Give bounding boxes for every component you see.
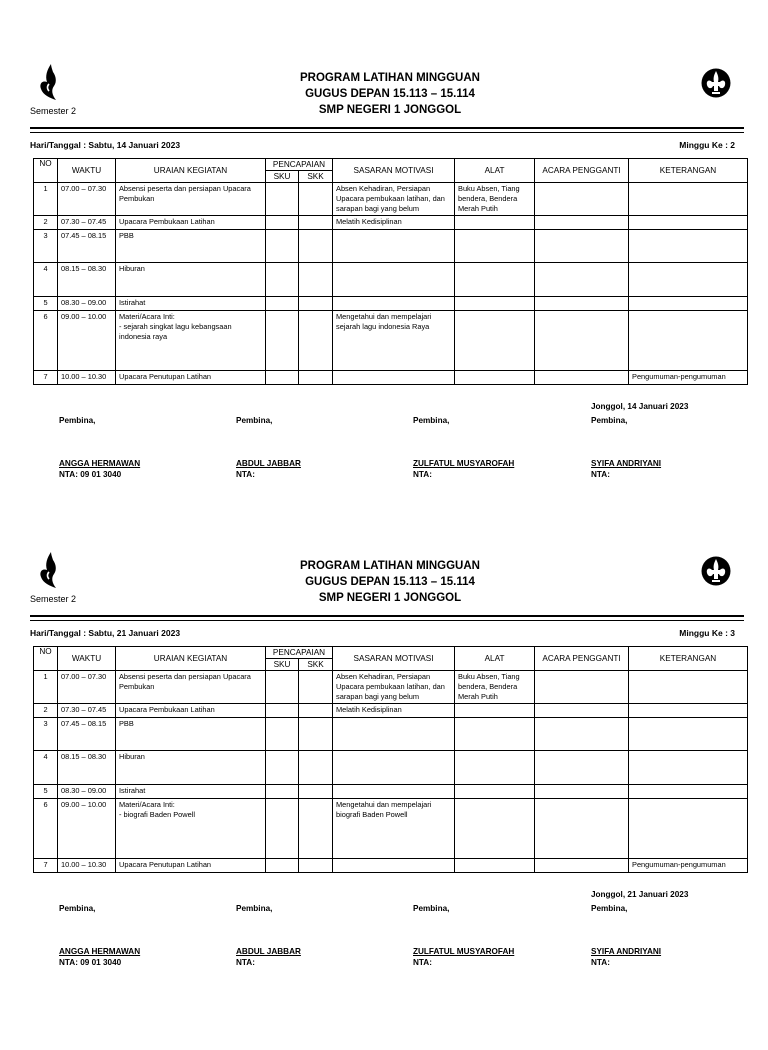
- cell-ket: Pengumuman-pengumuman: [629, 859, 748, 873]
- cell-skk: [299, 859, 333, 873]
- col-header-no: NO: [34, 647, 58, 671]
- schedule-table: [33, 646, 748, 873]
- table-row: [34, 297, 748, 311]
- cell-uraian: Istirahat: [116, 785, 266, 799]
- cell-alat: Buku Absen, Tiang bendera, Bendera Merah Putih: [455, 183, 535, 216]
- signer-role: Pembina,: [591, 904, 628, 913]
- cell-waktu: 07.45 – 08.15: [58, 230, 116, 263]
- cell-sasaran: Absen Kehadiran, Persiapan Upacara pembukaan latihan, dan sarapan bagi yang belum: [333, 671, 455, 704]
- cell-waktu: 07.30 – 07.45: [58, 216, 116, 230]
- cell-ket: [629, 230, 748, 263]
- cell-uraian: Upacara Pembukaan Latihan: [116, 216, 266, 230]
- place-date: Jonggol, 14 Januari 2023: [591, 402, 689, 411]
- cell-sku: [266, 785, 299, 799]
- signature-block: [236, 903, 301, 968]
- cell-acara: [535, 859, 629, 873]
- week-label: Minggu Ke : 2: [679, 140, 735, 150]
- cell-waktu: 09.00 – 10.00: [58, 311, 116, 371]
- cell-no: 5: [34, 785, 58, 799]
- table-row: [34, 799, 748, 859]
- signer-role: Pembina,: [236, 416, 273, 425]
- title-line: PROGRAM LATIHAN MINGGUAN: [300, 72, 480, 84]
- col-header-pencapaian: PENCAPAIAN: [266, 647, 333, 659]
- signer-role: Pembina,: [591, 416, 628, 425]
- cell-sku: [266, 263, 299, 297]
- signer-nta: NTA: 09 01 3040: [59, 470, 122, 479]
- cell-sku: [266, 230, 299, 263]
- signature-block: [591, 903, 661, 968]
- cell-sasaran: [333, 230, 455, 263]
- cell-acara: [535, 718, 629, 751]
- header-rule: [30, 127, 744, 129]
- cell-uraian: PBB: [116, 718, 266, 751]
- scout-emblem-icon: [700, 65, 732, 101]
- cell-acara: [535, 263, 629, 297]
- cell-waktu: 08.15 – 08.30: [58, 263, 116, 297]
- cell-ket: [629, 183, 748, 216]
- cell-sku: [266, 216, 299, 230]
- cell-sku: [266, 704, 299, 718]
- scout-emblem-icon: [700, 553, 732, 589]
- signature-block: [236, 415, 301, 480]
- week-label: Minggu Ke : 3: [679, 628, 735, 638]
- semester-label: Semester 2: [30, 594, 77, 604]
- header-rule: [30, 615, 744, 617]
- cell-skk: [299, 704, 333, 718]
- cell-sku: [266, 859, 299, 873]
- cell-sasaran: [333, 263, 455, 297]
- col-header-pencapaian: PENCAPAIAN: [266, 159, 333, 171]
- place-date: Jonggol, 21 Januari 2023: [591, 890, 689, 899]
- signer-role: Pembina,: [59, 904, 96, 913]
- cell-ket: [629, 671, 748, 704]
- signer-name: ZULFATUL MUSYAROFAH: [413, 459, 515, 468]
- tunas-kelapa-logo-icon: [34, 550, 64, 590]
- cell-sku: [266, 311, 299, 371]
- cell-alat: [455, 371, 535, 385]
- cell-uraian: Upacara Pembukaan Latihan: [116, 704, 266, 718]
- cell-uraian: Upacara Penutupan Latihan: [116, 371, 266, 385]
- table-row: [34, 859, 748, 873]
- cell-waktu: 09.00 – 10.00: [58, 799, 116, 859]
- cell-sku: [266, 799, 299, 859]
- cell-alat: [455, 704, 535, 718]
- cell-waktu: 07.00 – 07.30: [58, 183, 116, 216]
- cell-waktu: 10.00 – 10.30: [58, 859, 116, 873]
- cell-acara: [535, 785, 629, 799]
- signer-role: Pembina,: [236, 904, 273, 913]
- cell-skk: [299, 371, 333, 385]
- document-title: [190, 558, 590, 606]
- cell-sasaran: Melatih Kedisiplinan: [333, 704, 455, 718]
- date-label: Hari/Tanggal : Sabtu, 21 Januari 2023: [30, 628, 181, 638]
- cell-skk: [299, 671, 333, 704]
- header-rule-thin: [30, 132, 744, 133]
- cell-uraian: Absensi peserta dan persiapan Upacara Pembukan: [116, 671, 266, 704]
- signer-name: ZULFATUL MUSYAROFAH: [413, 947, 515, 956]
- cell-ket: [629, 718, 748, 751]
- cell-acara: [535, 704, 629, 718]
- cell-sku: [266, 718, 299, 751]
- cell-skk: [299, 718, 333, 751]
- signer-name: ANGGA HERMAWAN: [59, 947, 141, 956]
- cell-no: 1: [34, 671, 58, 704]
- cell-ket: [629, 704, 748, 718]
- signature-block: [591, 415, 661, 480]
- cell-skk: [299, 751, 333, 785]
- cell-acara: [535, 297, 629, 311]
- cell-acara: [535, 311, 629, 371]
- cell-acara: [535, 751, 629, 785]
- cell-no: 6: [34, 311, 58, 371]
- semester-label: Semester 2: [30, 106, 77, 116]
- cell-waktu: 08.30 – 09.00: [58, 785, 116, 799]
- cell-ket: [629, 799, 748, 859]
- signature-block: [413, 415, 514, 480]
- cell-sasaran: Mengetahui dan mempelajari sejarah lagu indonesia Raya: [333, 311, 455, 371]
- table-row: [34, 371, 748, 385]
- cell-uraian: Hiburan: [116, 263, 266, 297]
- table-row: [34, 216, 748, 230]
- cell-uraian: Materi/Acara Inti: - biografi Baden Powell: [116, 799, 266, 859]
- cell-waktu: 10.00 – 10.30: [58, 371, 116, 385]
- cell-no: 2: [34, 216, 58, 230]
- table-row: [34, 671, 748, 704]
- cell-sasaran: [333, 718, 455, 751]
- cell-alat: [455, 785, 535, 799]
- signer-role: Pembina,: [413, 416, 450, 425]
- cell-alat: [455, 799, 535, 859]
- col-header-skk: SKK: [299, 171, 333, 183]
- cell-alat: [455, 311, 535, 371]
- cell-uraian: Hiburan: [116, 751, 266, 785]
- signature-block: [413, 903, 514, 968]
- cell-sasaran: Melatih Kedisiplinan: [333, 216, 455, 230]
- header-rule-thin: [30, 620, 744, 621]
- cell-sku: [266, 183, 299, 216]
- signer-name: ANGGA HERMAWAN: [59, 459, 141, 468]
- cell-uraian: PBB: [116, 230, 266, 263]
- cell-sasaran: [333, 297, 455, 311]
- col-header-skk: SKK: [299, 659, 333, 671]
- col-header-no: NO: [34, 159, 58, 183]
- col-header-waktu: WAKTU: [58, 159, 116, 183]
- cell-sasaran: [333, 785, 455, 799]
- title-line: PROGRAM LATIHAN MINGGUAN: [300, 560, 480, 572]
- cell-no: 2: [34, 704, 58, 718]
- col-header-alat: ALAT: [455, 647, 535, 671]
- cell-alat: [455, 230, 535, 263]
- title-line: GUGUS DEPAN 15.113 – 15.114: [305, 576, 475, 588]
- cell-waktu: 08.30 – 09.00: [58, 297, 116, 311]
- cell-no: 7: [34, 859, 58, 873]
- cell-alat: [455, 751, 535, 785]
- cell-no: 4: [34, 263, 58, 297]
- cell-skk: [299, 216, 333, 230]
- col-header-uraian: URAIAN KEGIATAN: [116, 159, 266, 183]
- cell-sasaran: [333, 751, 455, 785]
- cell-no: 3: [34, 230, 58, 263]
- cell-skk: [299, 263, 333, 297]
- table-row: [34, 718, 748, 751]
- cell-acara: [535, 216, 629, 230]
- cell-acara: [535, 230, 629, 263]
- cell-no: 6: [34, 799, 58, 859]
- cell-skk: [299, 183, 333, 216]
- table-row: [34, 311, 748, 371]
- cell-acara: [535, 183, 629, 216]
- cell-no: 5: [34, 297, 58, 311]
- cell-alat: [455, 718, 535, 751]
- table-row: [34, 183, 748, 216]
- col-header-sku: SKU: [266, 171, 299, 183]
- signature-block: [59, 903, 140, 968]
- cell-acara: [535, 371, 629, 385]
- cell-ket: [629, 785, 748, 799]
- signer-nta: NTA:: [413, 470, 432, 479]
- col-header-uraian: URAIAN KEGIATAN: [116, 647, 266, 671]
- cell-acara: [535, 671, 629, 704]
- col-header-alat: ALAT: [455, 159, 535, 183]
- schedule-table: [33, 158, 748, 385]
- weekly-program-page: [0, 550, 768, 1050]
- cell-alat: Buku Absen, Tiang bendera, Bendera Merah Putih: [455, 671, 535, 704]
- signer-name: ABDUL JABBAR: [236, 459, 301, 468]
- signer-nta: NTA:: [591, 958, 610, 967]
- cell-no: 4: [34, 751, 58, 785]
- table-row: [34, 785, 748, 799]
- cell-sasaran: Mengetahui dan mempelajari biografi Baden Powell: [333, 799, 455, 859]
- cell-sku: [266, 751, 299, 785]
- signer-nta: NTA:: [236, 470, 255, 479]
- cell-sasaran: Absen Kehadiran, Persiapan Upacara pembukaan latihan, dan sarapan bagi yang belum: [333, 183, 455, 216]
- cell-ket: [629, 751, 748, 785]
- cell-alat: [455, 859, 535, 873]
- cell-skk: [299, 230, 333, 263]
- cell-no: 3: [34, 718, 58, 751]
- cell-skk: [299, 311, 333, 371]
- signer-role: Pembina,: [59, 416, 96, 425]
- table-row: [34, 263, 748, 297]
- col-header-acara: ACARA PENGGANTI: [535, 647, 629, 671]
- cell-no: 1: [34, 183, 58, 216]
- cell-waktu: 07.30 – 07.45: [58, 704, 116, 718]
- cell-no: 7: [34, 371, 58, 385]
- cell-sasaran: [333, 371, 455, 385]
- signer-nta: NTA:: [236, 958, 255, 967]
- cell-ket: [629, 263, 748, 297]
- cell-uraian: Upacara Penutupan Latihan: [116, 859, 266, 873]
- col-header-acara: ACARA PENGGANTI: [535, 159, 629, 183]
- cell-waktu: 08.15 – 08.30: [58, 751, 116, 785]
- signature-block: [59, 415, 140, 480]
- signer-nta: NTA:: [591, 470, 610, 479]
- cell-ket: [629, 297, 748, 311]
- cell-waktu: 07.00 – 07.30: [58, 671, 116, 704]
- table-row: [34, 704, 748, 718]
- signer-role: Pembina,: [413, 904, 450, 913]
- signer-nta: NTA: 09 01 3040: [59, 958, 122, 967]
- table-row: [34, 751, 748, 785]
- cell-sasaran: [333, 859, 455, 873]
- cell-sku: [266, 371, 299, 385]
- tunas-kelapa-logo-icon: [34, 62, 64, 102]
- cell-skk: [299, 297, 333, 311]
- cell-ket: Pengumuman-pengumuman: [629, 371, 748, 385]
- signer-name: SYIFA ANDRIYANI: [591, 459, 662, 468]
- cell-ket: [629, 216, 748, 230]
- signer-nta: NTA:: [413, 958, 432, 967]
- col-header-keterangan: KETERANGAN: [629, 647, 748, 671]
- col-header-sasaran: SASARAN MOTIVASI: [333, 159, 455, 183]
- weekly-program-page: [0, 62, 768, 562]
- document-title: [190, 70, 590, 118]
- cell-waktu: 07.45 – 08.15: [58, 718, 116, 751]
- col-header-sasaran: SASARAN MOTIVASI: [333, 647, 455, 671]
- date-label: Hari/Tanggal : Sabtu, 14 Januari 2023: [30, 140, 181, 150]
- cell-ket: [629, 311, 748, 371]
- signer-name: SYIFA ANDRIYANI: [591, 947, 662, 956]
- col-header-sku: SKU: [266, 659, 299, 671]
- col-header-waktu: WAKTU: [58, 647, 116, 671]
- cell-alat: [455, 263, 535, 297]
- cell-alat: [455, 297, 535, 311]
- col-header-keterangan: KETERANGAN: [629, 159, 748, 183]
- signer-name: ABDUL JABBAR: [236, 947, 301, 956]
- title-line: GUGUS DEPAN 15.113 – 15.114: [305, 88, 475, 100]
- cell-skk: [299, 785, 333, 799]
- cell-sku: [266, 297, 299, 311]
- title-line: SMP NEGERI 1 JONGGOL: [318, 104, 462, 116]
- cell-uraian: Absensi peserta dan persiapan Upacara Pembukan: [116, 183, 266, 216]
- cell-uraian: Materi/Acara Inti: - sejarah singkat lagu kebangsaan indonesia raya: [116, 311, 266, 371]
- table-row: [34, 230, 748, 263]
- cell-acara: [535, 799, 629, 859]
- cell-skk: [299, 799, 333, 859]
- cell-alat: [455, 216, 535, 230]
- cell-sku: [266, 671, 299, 704]
- cell-uraian: Istirahat: [116, 297, 266, 311]
- title-line: SMP NEGERI 1 JONGGOL: [318, 592, 462, 604]
